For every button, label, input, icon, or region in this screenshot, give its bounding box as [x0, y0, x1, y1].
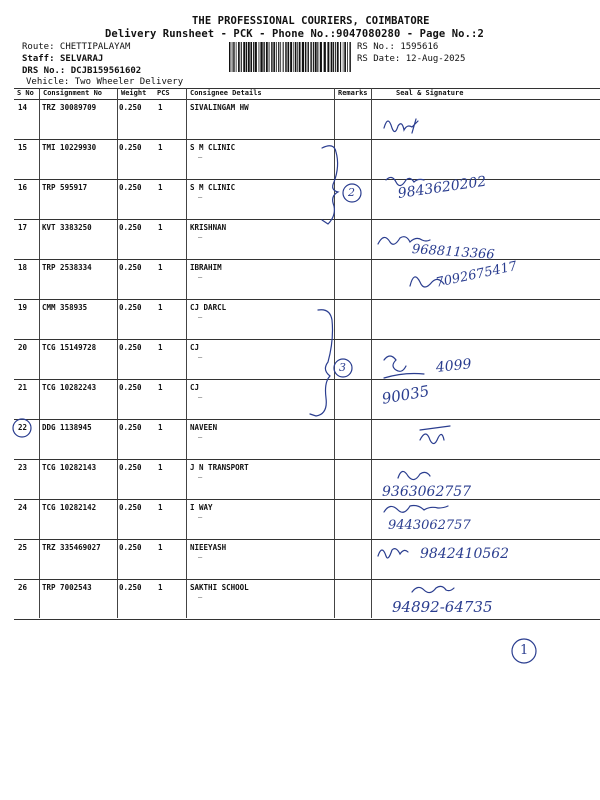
cell-weight: 0.250 [119, 143, 142, 152]
cell-consignee: CJ [190, 343, 200, 352]
cell-consignment: TCG 10282243 [42, 383, 97, 392]
cell-sno: 21 [18, 383, 28, 392]
cell-pcs: 1 [158, 423, 163, 432]
cell-consignee: KRISHNAN [190, 223, 227, 232]
cell-weight: 0.250 [119, 303, 142, 312]
cell-consignee: NIEEYASH [190, 543, 227, 552]
cell-weight: 0.250 [119, 263, 142, 272]
cell-consignee: S M CLINIC [190, 183, 236, 192]
cell-consignment: TRP 7002543 [42, 583, 92, 592]
cell-sno: 18 [18, 263, 28, 272]
cell-sno: 24 [18, 503, 28, 512]
dash-mark: – [198, 273, 203, 281]
cell-consignee: NAVEEN [190, 423, 218, 432]
cell-sno: 22 [18, 423, 28, 432]
cell-consignment: TRP 595917 [42, 183, 88, 192]
staff-value: SELVARAJ [59, 54, 104, 64]
cell-sno: 25 [18, 543, 28, 552]
cell-pcs: 1 [158, 303, 163, 312]
bracket-rows19-21 [310, 310, 333, 416]
cell-pcs: 1 [158, 343, 163, 352]
circle-mark-3-text: 3 [339, 361, 346, 374]
cell-pcs: 1 [158, 223, 163, 232]
cell-consignment: TRZ 30089709 [42, 103, 97, 112]
cell-pcs: 1 [158, 183, 163, 192]
col-header-seal: Seal & Signature [396, 89, 464, 97]
cell-weight: 0.250 [119, 383, 142, 392]
dash-mark: – [198, 313, 203, 321]
cell-weight: 0.250 [119, 343, 142, 352]
cell-consignment: KVT 3383250 [42, 223, 92, 232]
signature-row20 [384, 356, 424, 378]
handwritten-phone-row23: 9363062757 [382, 484, 472, 500]
cell-pcs: 1 [158, 543, 163, 552]
cell-sno: 20 [18, 343, 28, 352]
handwritten-phone-row18: 7092675417 [434, 258, 519, 291]
dash-mark: – [198, 153, 203, 161]
cell-sno: 26 [18, 583, 28, 592]
cell-pcs: 1 [158, 143, 163, 152]
cell-consignee: SAKTHI SCHOOL [190, 583, 249, 592]
cell-consignee: IBRAHIM [190, 263, 222, 272]
dash-mark: – [198, 353, 203, 361]
cell-weight: 0.250 [119, 423, 142, 432]
cell-weight: 0.250 [119, 183, 142, 192]
rs-number: RS No.: 1595616 [357, 42, 439, 52]
cell-weight: 0.250 [119, 103, 142, 112]
dash-mark: – [198, 593, 203, 601]
cell-pcs: 1 [158, 463, 163, 472]
handwritten-number-row20: 4099 [435, 356, 473, 376]
cell-pcs: 1 [158, 263, 163, 272]
cell-sno: 17 [18, 223, 28, 232]
handwritten-phone-row16: 9843620202 [396, 173, 488, 202]
col-header-consignee: Consignee Details [190, 89, 262, 97]
cell-sno: 14 [18, 103, 28, 112]
circle-row22 [13, 419, 31, 437]
col-header-pcs: PCS [157, 89, 170, 97]
cell-consignment: TCG 10282143 [42, 463, 97, 472]
circle-mark-2-text: 2 [348, 186, 355, 199]
cell-consignment: TCG 15149728 [42, 343, 97, 352]
drs-number: DRS No.: DCJB159561602 [22, 66, 142, 76]
cell-consignment: TRP 2538334 [42, 263, 92, 272]
handwritten-phone-row25: 9842410562 [420, 546, 510, 562]
cell-pcs: 1 [158, 383, 163, 392]
handwritten-phone-row17: 9688113366 [411, 242, 496, 263]
cell-consignee: S M CLINIC [190, 143, 236, 152]
col-header-weight: Weight [121, 89, 147, 97]
cell-weight: 0.250 [119, 583, 142, 592]
signature-row25 [378, 549, 408, 558]
dash-mark: – [198, 233, 203, 241]
cell-weight: 0.250 [119, 463, 142, 472]
cell-pcs: 1 [158, 103, 163, 112]
handwritten-phone-row21: 90035 [380, 381, 431, 408]
dash-mark: – [198, 193, 203, 201]
cell-weight: 0.250 [119, 223, 142, 232]
cell-sno: 16 [18, 183, 28, 192]
cell-sno: 19 [18, 303, 28, 312]
cell-weight: 0.250 [119, 543, 142, 552]
cell-consignee: SIVALINGAM HW [190, 103, 249, 112]
staff-label: Staff: [22, 54, 55, 64]
cell-consignee: J N TRANSPORT [190, 463, 249, 472]
cell-consignment: TCG 10282142 [42, 503, 97, 512]
dash-mark: – [198, 553, 203, 561]
cell-sno: 15 [18, 143, 28, 152]
cell-consignee: I WAY [190, 503, 213, 512]
signature-row24 [384, 506, 448, 513]
bracket-rows15-16 [322, 146, 338, 224]
col-header-sno: S No [17, 89, 34, 97]
signature-row22 [420, 426, 450, 444]
company-title: THE PROFESSIONAL COURIERS, COIMBATORE [192, 15, 430, 27]
dash-mark: – [198, 433, 203, 441]
handwritten-phone-row26: 94892-64735 [392, 598, 493, 616]
col-header-remarks: Remarks [338, 89, 368, 97]
page-number-mark: 1 [520, 643, 529, 658]
cell-consignee: CJ DARCL [190, 303, 227, 312]
handwritten-phone-row24: 9443062757 [388, 518, 471, 533]
cell-consignee: CJ [190, 383, 200, 392]
route-text: Route: CHETTIPALAYAM [22, 42, 131, 52]
cell-sno: 23 [18, 463, 28, 472]
signature-row26 [412, 586, 454, 592]
dash-mark: – [198, 393, 203, 401]
cell-consignment: DDG 1138945 [42, 423, 92, 432]
cell-pcs: 1 [158, 503, 163, 512]
signature-row23 [398, 471, 430, 479]
vehicle-text: Vehicle: Two Wheeler Delivery [26, 77, 184, 87]
cell-consignment: CMM 358935 [42, 303, 88, 312]
runsheet-subtitle: Delivery Runsheet - PCK - Phone No.:9047080280 - Page No.:2 [105, 28, 484, 40]
dash-mark: – [198, 513, 203, 521]
cell-pcs: 1 [158, 583, 163, 592]
dash-mark: – [198, 473, 203, 481]
cell-consignment: TMI 10229930 [42, 143, 97, 152]
cell-consignment: TRZ 335469027 [42, 543, 101, 552]
rs-date: RS Date: 12-Aug-2025 [357, 54, 466, 64]
cell-weight: 0.250 [119, 503, 142, 512]
col-header-consignment: Consignment No [43, 89, 103, 97]
signature-row14 [384, 119, 418, 133]
